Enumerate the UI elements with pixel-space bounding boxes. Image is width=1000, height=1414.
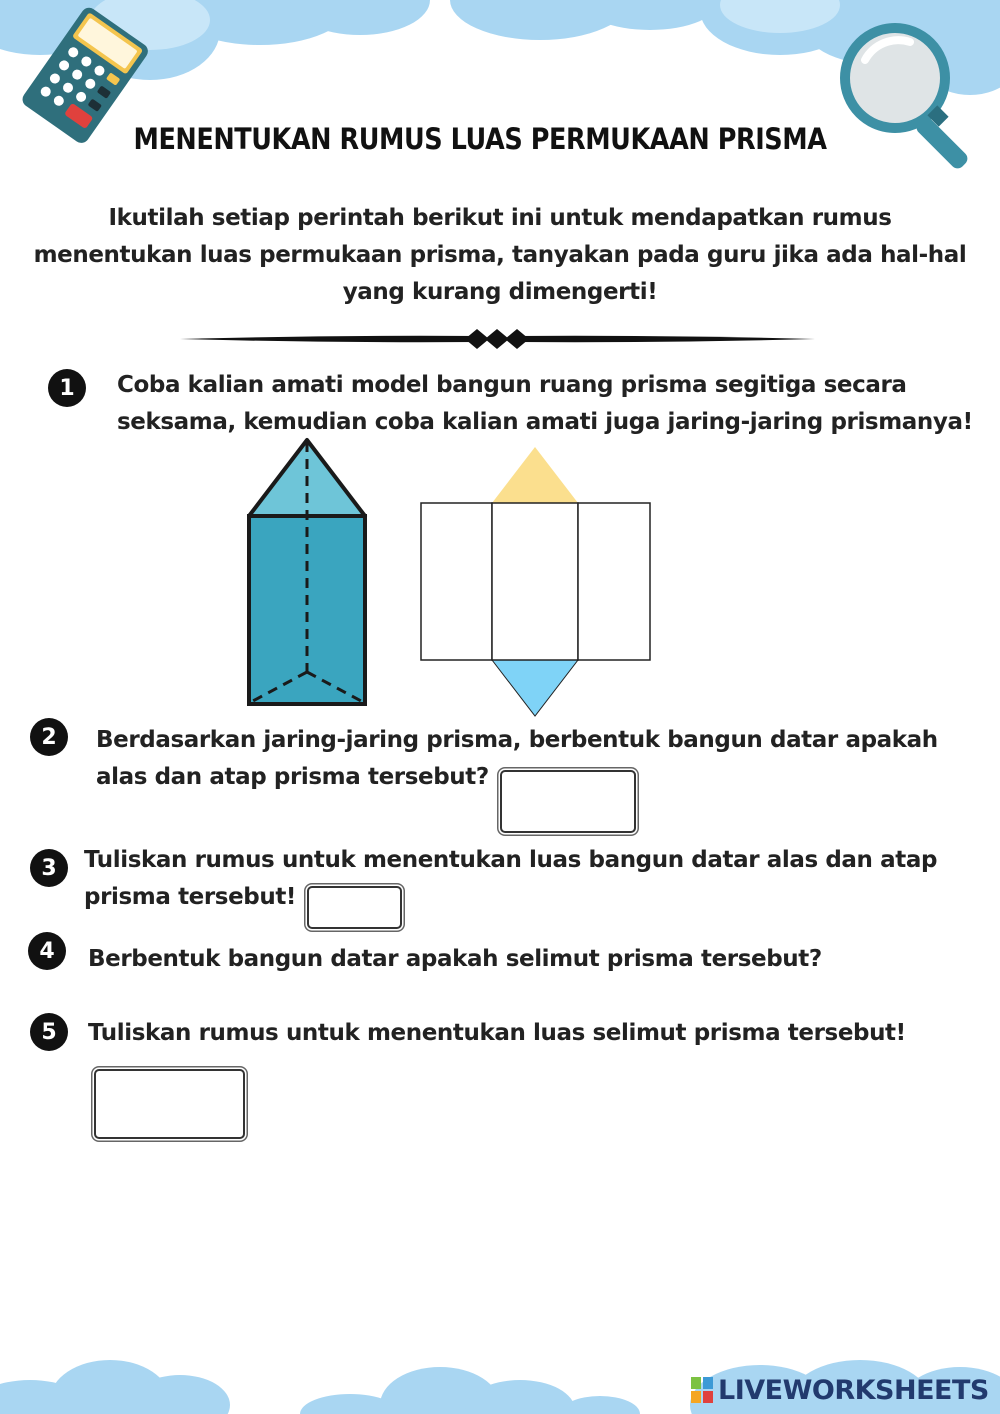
liveworksheets-logo-icon (690, 1375, 714, 1405)
step-2-line-2: alas dan atap prisma tersebut? (96, 764, 489, 790)
step-5-number: 5 (30, 1013, 68, 1051)
step-3-text (84, 842, 984, 916)
step-4-text: Berbentuk bangun datar apakah selimut prisma tersebut? (88, 946, 822, 972)
step-3-number: 3 (30, 849, 68, 887)
answer-box-q5[interactable] (94, 1069, 245, 1139)
step-3-line-1: Tuliskan rumus untuk menentukan luas bangun datar alas dan atap (84, 847, 938, 873)
step-1-text (117, 367, 977, 441)
answer-box-q3[interactable] (307, 886, 402, 929)
intro-text: Ikutilah setiap perintah berikut ini untuk mendapatkan rumus menentukan luas permukaan prisma, tanyakan pada guru jika ada hal-hal yang kurang dimengerti! (33, 205, 967, 305)
brand-name: LIVEWORKSHEETS (718, 1374, 989, 1406)
magnifier-icon (835, 20, 985, 185)
step-4-number: 4 (28, 932, 66, 970)
step-2-number: 2 (30, 718, 68, 756)
ornamental-divider (180, 325, 815, 353)
liveworksheets-brand (690, 1370, 990, 1410)
triangular-prism-model (240, 436, 375, 711)
step-3-line-2: prisma tersebut! (84, 884, 297, 910)
page-title: MENENTUKAN RUMUS LUAS PERMUKAAN PRISMA (133, 122, 827, 156)
answer-box-q2[interactable] (500, 770, 636, 833)
step-5-text: Tuliskan rumus untuk menentukan luas selimut prisma tersebut! (88, 1020, 906, 1046)
prism-net-diagram (415, 440, 660, 720)
step-1-line-1: Coba kalian amati model bangun ruang prisma segitiga secara (117, 372, 907, 398)
step-1-number: 1 (48, 369, 86, 407)
step-1-line-2: seksama, kemudian coba kalian amati juga jaring-jaring prismanya! (117, 409, 973, 435)
step-2-line-1: Berdasarkan jaring-jaring prisma, berbentuk bangun datar apakah (96, 727, 938, 753)
